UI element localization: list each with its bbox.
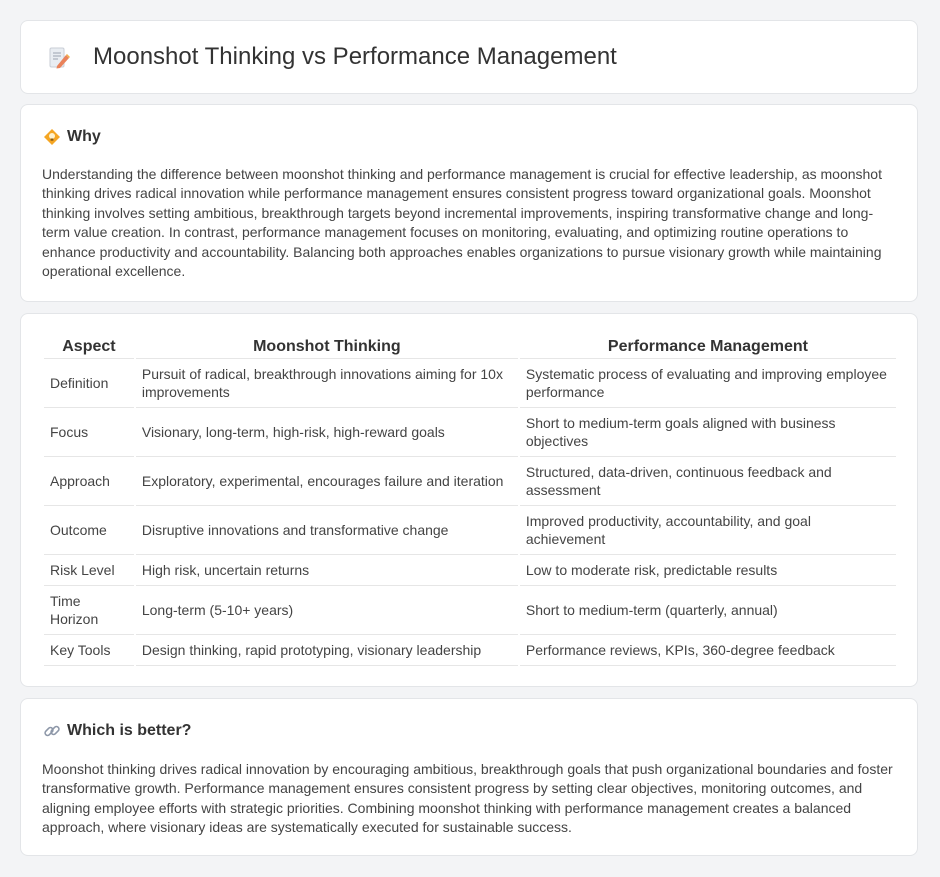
performance-cell: Systematic process of evaluating and improving employee performance <box>520 359 896 408</box>
moonshot-cell: Visionary, long-term, high-risk, high-reward goals <box>136 408 518 457</box>
table-row <box>44 408 896 457</box>
header-moonshot-thinking: Moonshot Thinking <box>136 336 518 359</box>
better-heading-row <box>43 721 191 741</box>
performance-cell: Short to medium-term goals aligned with business objectives <box>520 408 896 457</box>
why-section <box>20 104 918 302</box>
performance-cell: Low to moderate risk, predictable results <box>520 555 896 586</box>
table-row <box>44 506 896 555</box>
table-header-row <box>44 336 896 359</box>
aspect-cell: Focus <box>44 408 134 457</box>
comparison-table <box>42 336 898 666</box>
moonshot-cell: Exploratory, experimental, encourages failure and iteration <box>136 457 518 506</box>
table-row <box>44 555 896 586</box>
table-row <box>44 586 896 635</box>
why-heading-row <box>43 127 101 147</box>
aspect-cell: Outcome <box>44 506 134 555</box>
moonshot-cell: Pursuit of radical, breakthrough innovations aiming for 10x improvements <box>136 359 518 408</box>
better-heading: Which is better? <box>67 722 192 739</box>
aspect-cell: Time Horizon <box>44 586 134 635</box>
moonshot-cell: High risk, uncertain returns <box>136 555 518 586</box>
which-is-better-section <box>20 698 918 856</box>
page-title: Moonshot Thinking vs Performance Management <box>93 43 617 70</box>
performance-cell: Structured, data-driven, continuous feedback and assessment <box>520 457 896 506</box>
header-card <box>20 20 918 94</box>
moonshot-cell: Long-term (5-10+ years) <box>136 586 518 635</box>
why-heading: Why <box>67 128 101 145</box>
table-row <box>44 359 896 408</box>
header-aspect: Aspect <box>44 336 134 359</box>
performance-cell: Performance reviews, KPIs, 360-degree feedback <box>520 635 896 666</box>
performance-cell: Improved productivity, accountability, and goal achievement <box>520 506 896 555</box>
lightbulb-diamond-icon <box>43 128 61 146</box>
comparison-section <box>20 313 918 687</box>
better-text: Moonshot thinking drives radical innovation by encouraging ambitious, breakthrough goals that push organizational boundaries and foster transformative growth. Performance management ensures consistent progress by setting clear objectives, monitoring outcomes, and aligning employee efforts with strategic priorities. Combining moonshot thinking with performance management creates a balanced approach, where visionary ideas are systematically executed for sustainable success. <box>42 761 893 836</box>
aspect-cell: Risk Level <box>44 555 134 586</box>
table-row <box>44 457 896 506</box>
document-pen-icon <box>47 46 71 70</box>
moonshot-cell: Disruptive innovations and transformative change <box>136 506 518 555</box>
header-performance-management: Performance Management <box>520 336 896 359</box>
table-row <box>44 635 896 666</box>
why-text: Understanding the difference between moonshot thinking and performance management is crucial for effective leadership, as moonshot thinking drives radical innovation while performance management ensures consistent progress toward organizational goals. Moonshot thinking involves setting ambitious, breakthrough targets beyond incremental improvements, inspiring transformative change and long-term value creation. In contrast, performance management focuses on monitoring, evaluating, and optimizing routine operations to enhance productivity and accountability. Balancing both approaches enables organizations to pursue visionary growth while maintaining operational excellence. <box>42 166 882 280</box>
aspect-cell: Definition <box>44 359 134 408</box>
performance-cell: Short to medium-term (quarterly, annual) <box>520 586 896 635</box>
aspect-cell: Approach <box>44 457 134 506</box>
moonshot-cell: Design thinking, rapid prototyping, visionary leadership <box>136 635 518 666</box>
link-icon <box>43 722 61 740</box>
aspect-cell: Key Tools <box>44 635 134 666</box>
